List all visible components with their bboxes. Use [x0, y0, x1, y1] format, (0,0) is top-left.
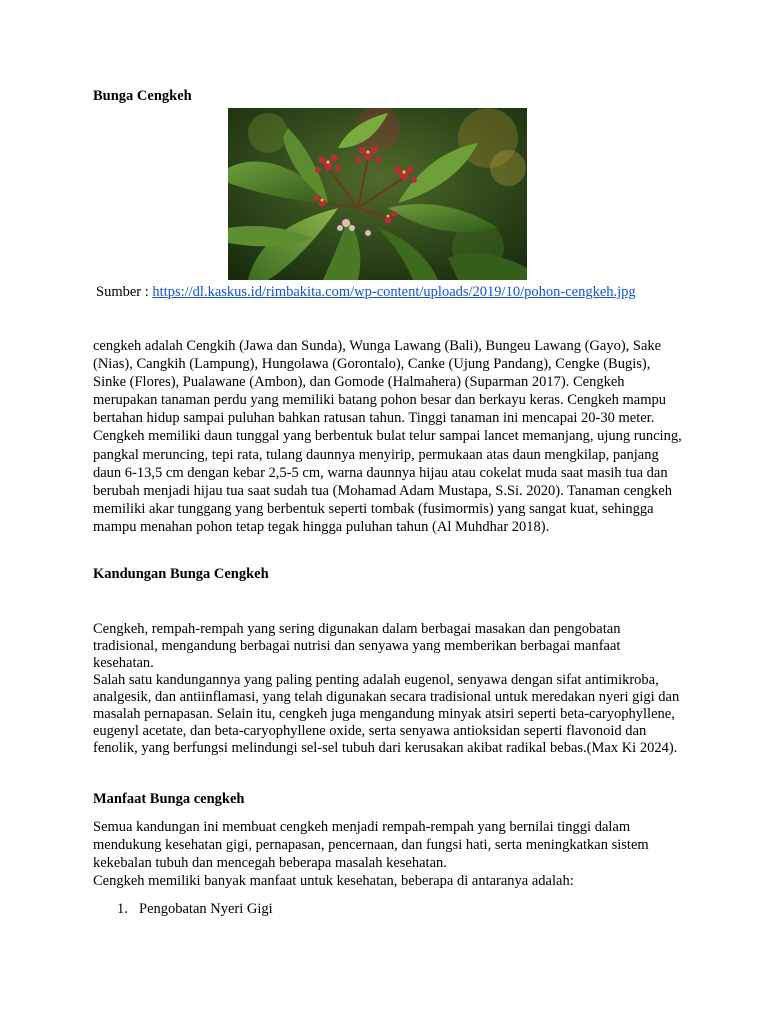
- manfaat-paragraph-1: Semua kandungan ini membuat cengkeh menjadi rempah-rempah yang bernilai tinggi dalam mendukung kesehatan gigi, pernapasan, pencernaan, dan fungsi hati, serta meningkatkan sistem kekebalan tubuh dan mencegah beberapa masalah kesehatan.: [93, 819, 649, 872]
- page-title: Bunga Cengkeh: [93, 88, 192, 104]
- source-link[interactable]: https://dl.kaskus.id/rimbakita.com/wp-content/uploads/2019/10/pohon-cengkeh.jpg: [152, 284, 636, 300]
- clove-plant-image: [228, 108, 527, 280]
- list-item-number: 1.: [117, 901, 128, 917]
- manfaat-paragraph-2: Cengkeh memiliki banyak manfaat untuk kesehatan, beberapa di antaranya adalah:: [93, 873, 574, 889]
- section-heading-kandungan: Kandungan Bunga Cengkeh: [93, 566, 269, 582]
- caption-prefix: Sumber :: [96, 284, 153, 300]
- section-heading-manfaat: Manfaat Bunga cengkeh: [93, 791, 245, 807]
- kandungan-paragraph-2: Salah satu kandungannya yang paling penting adalah eugenol, senyawa dengan sifat antimikroba, analgesik, dan antiinflamasi, yang telah digunakan secara tradisional untuk meredakan nyeri gigi dan masalah pernapasan. Selain itu, cengkeh juga mengandung minyak atsiri seperti beta-caryophyllene, eugenyl acetate, dan beta-caryophyllene oxide, serta senyawa antioksidan seperti flavonoid dan fenolik, yang berfungsi melindungi sel-sel tubuh dari kerusakan akibat radikal bebas.(Max Ki 2024).: [93, 672, 680, 757]
- image-caption: [96, 283, 636, 301]
- kandungan-paragraph-1: Cengkeh, rempah-rempah yang sering digunakan dalam berbagai masakan dan pengobatan tradisional, mengandung berbagai nutrisi dan senyawa yang memberikan berbagai manfaat kesehatan.: [93, 621, 621, 672]
- list-item: [93, 900, 273, 918]
- manfaat-list: [93, 900, 273, 918]
- list-item-text: Pengobatan Nyeri Gigi: [139, 901, 273, 917]
- intro-paragraph: cengkeh adalah Cengkih (Jawa dan Sunda), Wunga Lawang (Bali), Bungeu Lawang (Gayo), Sake (Nias), Cangkih (Lampung), Hungolawa (Gorontalo), Canke (Ujung Pandang), Cengke (Bugis), Sinke (Flores), Pualawane (Ambon), dan Gomode (Halmahera) (Suparman 2017). Cengkeh merupakan tanaman perdu yang memiliki batang pohon besar dan berkayu keras. Cengkeh mampu bertahan hidup sampai puluhan bahkan ratusan tahun. Tinggi tanaman ini mencapai 20-30 meter. Cengkeh memiliki daun tunggal yang berbentuk bulat telur sampai lancet memanjang, ujung runcing, pangkal meruncing, tepi rata, tulang daunnya menyirip, permukaan atas daun mengkilap, panjang daun 6-13,5 cm dengan kebar 2,5-5 cm, warna daunnya hijau atau cokelat muda saat masih tua dan berubah menjadi hijau tua saat sudah tua (Mohamad Adam Mustapa, S.Si. 2020). Tanaman cengkeh memiliki akar tunggang yang berbentuk seperti tombak (fusimormis) yang sangat kuat, sehingga mampu menahan pohon tetap tegak hingga puluhan tahun (Al Muhdhar 2018).: [93, 338, 682, 535]
